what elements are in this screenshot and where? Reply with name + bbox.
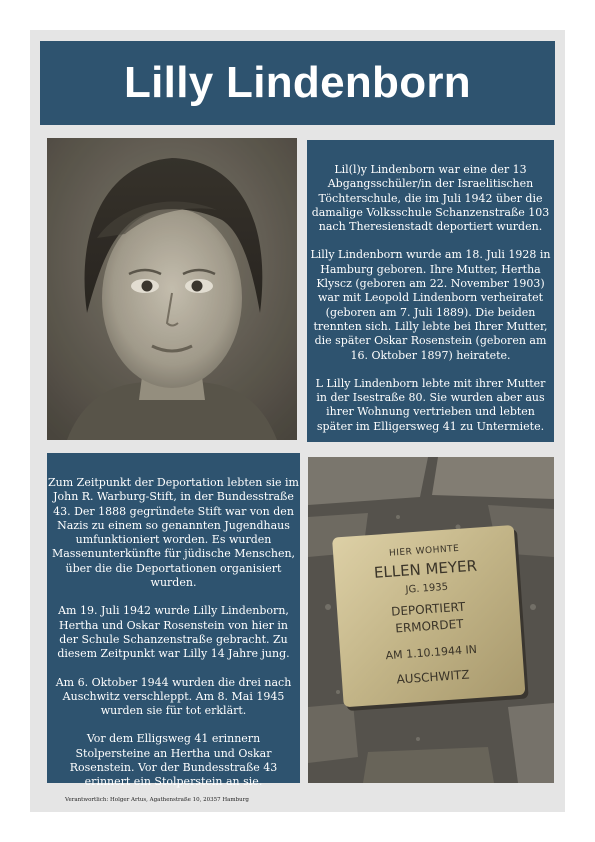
stone-line-1: HIER WOHNTE [388, 543, 460, 559]
stone-line-7: AUSCHWITZ [396, 667, 470, 687]
page-title: Lilly Lindenborn [123, 58, 471, 107]
paragraph: Lilly Lindenborn wurde am 18. Juli 1928 in Hamburg geboren. Ihre Mutter, Hertha Klyscz (geboren am 22. November 1903) war mit Leopold Lindenborn verheiratet (geboren am 7. Juli 1889). Die beiden trennten sich. Lilly lebte bei Ihrer Mutter, die später Oskar Rosenstein (geboren am 16. Oktober 1897) heiratete. [310, 248, 551, 362]
paragraph: Am 19. Juli 1942 wurde Lilly Lindenborn, Hertha und Oskar Rosenstein von hier in der Schule Schanzenstraße gebracht. Zu diesem Zeitpunkt war Lilly 14 Jahre jung. [57, 604, 290, 661]
biography-box-top [307, 140, 554, 442]
portrait-photo [47, 138, 297, 440]
stone-line-4: DEPORTIERT [390, 599, 466, 619]
paragraph: Lil(l)y Lindenborn war eine der 13 Abgangsschüler/in der Israelitischen Töchterschule, die im Juli 1942 über die damalige Volksschule Schanzenstraße 103 nach Theresienstadt deportiert wurden. [311, 163, 550, 234]
footer-credit: Verantwortlich: Holger Artus, Agathenstraße 10, 20357 Hamburg [65, 797, 249, 803]
poster-page [30, 30, 565, 812]
paragraph: Am 6. Oktober 1944 wurden die drei nach Auschwitz verschleppt. Am 8. Mai 1945 wurden sie für tot erklärt. [55, 675, 292, 718]
stone-line-2: ELLEN MEYER [373, 556, 478, 582]
paragraph: Vor dem Elligsweg 41 erinnern Stolpersteine an Hertha und Oskar Rosenstein. Vor der Bundesstraße 43 erinnert ein Stolperstein an sie. [69, 732, 278, 789]
stone-line-6: AM 1.10.1944 IN [385, 642, 478, 663]
paragraph: L Lilly Lindenborn lebte mit ihrer Mutter in der Isestraße 80. Sie wurden aber aus ihrer Wohnung vertrieben und lebten später im Elligersweg 41 zu Untermiete. [315, 376, 546, 433]
stone-line-5: ERMORDET [394, 616, 464, 636]
biography-box-bottom [47, 453, 300, 789]
title-banner [40, 41, 555, 125]
stone-line-3: JG. 1935 [405, 581, 449, 596]
stolperstein-photo [308, 457, 554, 783]
paragraph: Zum Zeitpunkt der Deportation lebten sie im John R. Warburg-Stift, in der Bundesstraße 43. Der 1888 gegründete Stift war von den Nazis zu einem so genannten Jugendhaus umfunktioniert worden. Es wurden Massenunterkünfte für jüdische Menschen, über die die Deportationen organisiert wurden. [48, 476, 299, 590]
